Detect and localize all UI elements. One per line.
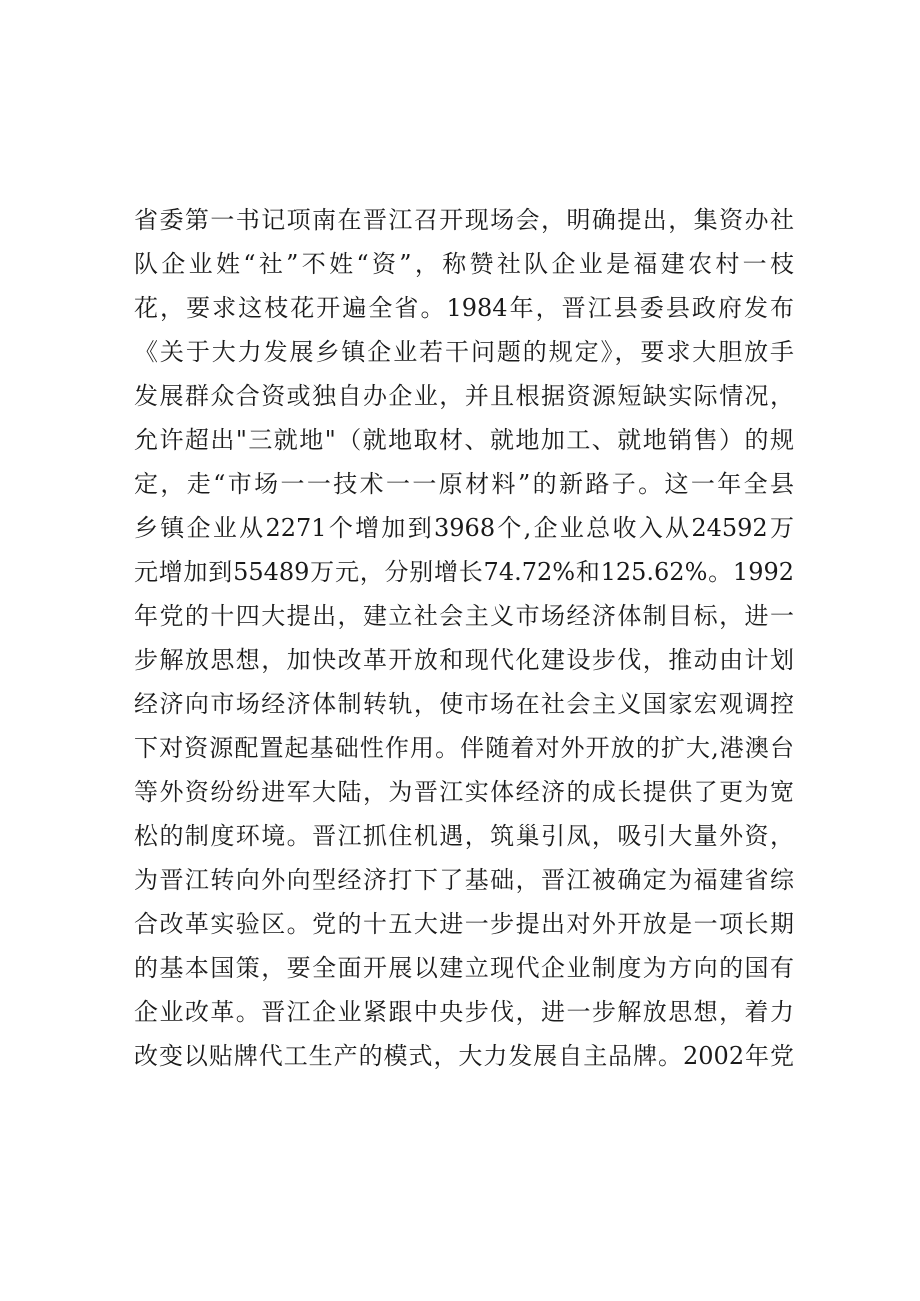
- text-line: 《关于大力发展乡镇企业若干问题的规定》，要求大胆放手: [134, 338, 794, 366]
- text-line: 步解放思想，加快改革开放和现代化建设步伐，推动由计划: [134, 646, 794, 674]
- text-line: 为晋江转向外向型经济打下了基础，晋江被确定为福建省综: [134, 866, 794, 894]
- body-paragraph: [134, 198, 794, 1078]
- text-line: 等外资纷纷进军大陆，为晋江实体经济的成长提供了更为宽: [134, 778, 794, 806]
- text-line: 下对资源配置起基础性作用。伴随着对外开放的扩大,港澳台: [134, 734, 794, 762]
- text-line: 松的制度环境。晋江抓住机遇，筑巢引凤，吸引大量外资，: [134, 822, 794, 850]
- text-line: 发展群众合资或独自办企业，并且根据资源短缺实际情况，: [134, 382, 794, 410]
- text-line: 定，走“市场一一技术一一原材料”的新路子。这一年全县: [134, 470, 794, 498]
- text-line: 省委第一书记项南在晋江召开现场会，明确提出，集资办社: [134, 206, 794, 234]
- text-line: 经济向市场经济体制转轨，使市场在社会主义国家宏观调控: [134, 690, 794, 718]
- text-line: 企业改革。晋江企业紧跟中央步伐，进一步解放思想，着力: [134, 998, 794, 1026]
- text-line: 队企业姓“社”不姓“资”，称赞社队企业是福建农村一枝: [134, 250, 794, 278]
- text-line: 年党的十四大提出，建立社会主义市场经济体制目标，进一: [134, 602, 794, 630]
- text-line: 乡镇企业从2271个增加到3968个,企业总收入从24592万: [134, 514, 794, 542]
- text-line: 合改革实验区。党的十五大进一步提出对外开放是一项长期: [134, 910, 794, 938]
- text-line: 改变以贴牌代工生产的模式，大力发展自主品牌。2002年党: [134, 1042, 794, 1070]
- text-line: 允许超出"三就地"（就地取材、就地加工、就地销售）的规: [134, 426, 794, 454]
- text-line: 元增加到55489万元，分别增长74.72%和125.62%。1992: [134, 558, 794, 586]
- text-line: 的基本国策，要全面开展以建立现代企业制度为方向的国有: [134, 954, 794, 982]
- text-line: 花，要求这枝花开遍全省。1984年，晋江县委县政府发布: [134, 294, 794, 322]
